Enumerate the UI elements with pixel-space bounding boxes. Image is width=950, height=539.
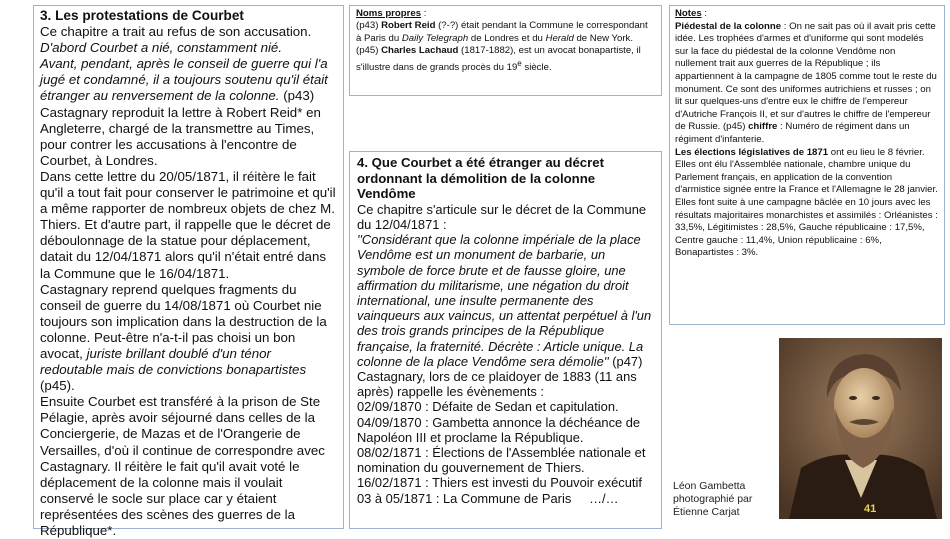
entry-newspaper: Herald (545, 32, 574, 44)
entry-text: siècle. (521, 61, 552, 73)
entry-text: (1817-1882), est un avocat bonapartiste, il s'illustre dans de grands procès du 19 (356, 45, 641, 73)
note-elections (675, 147, 939, 260)
note-text: ont eu lieu le 8 février. Elles ont élu l'Assemblée nationale, chambre unique du Parlement français, en application de la convention d'armistice signée entre la France et l'Allemagne le 28 janvier. Elles font suite à une campagne bâclée en 10 jours avec les résultats majoritaires monarchistes et assimilés : Orléanistes : 33,5%, Légitimistes : 28,5%, Gauche républicaine : 17,5%, Centre gauche : 11,4%, Union républicaine : 6%, Bonapartistes : 3%. (675, 146, 938, 259)
event-item: 04/09/1870 : Gambetta annonce la déchéance de Napoléon III et proclame la République. (357, 414, 641, 445)
section-3-paragraph-5: Ensuite Courbet est transféré à la prison de Ste Pélagie, après avoir séjourné dans celles de la Conciergerie, de Mazas et de l'Orangerie de Versailles, d'où il continue de correspondre avec Castagnary. Il réitère le fait qu'il avait voté le déplacement de la colonne mais il voulait conservé le socle sur place car y étaient représentées des scènes des guerres de la République*. (40, 394, 325, 538)
event-item: 08/02/1871 : Élections de l'Assemblée nationale et nomination du gouvernement de Thiers. (357, 445, 646, 476)
notes-heading-suffix: : (701, 8, 707, 19)
section-4-title: 4. Que Courbet a été étranger au décret ordonnant la démolition de la colonne Vendôme (357, 155, 604, 202)
page-number: 41 (864, 503, 877, 515)
event-item: 16/02/1871 : Thiers est investi du Pouvoir exécutif (357, 475, 642, 491)
gambetta-portrait-photo (779, 338, 942, 519)
section-3-quote-2-ref: (p43) (279, 88, 315, 104)
proper-name-entry-reid (356, 20, 655, 45)
proper-names-heading: Noms propres (356, 8, 422, 19)
proper-name-entry-lachaud (356, 45, 655, 74)
note-term: Piédestal de la colonne (675, 20, 782, 32)
section-3-title: 3. Les protestations de Courbet (40, 8, 244, 23)
section-4-paragraph-2: Castagnary, lors de ce plaidoyer de 1883 (11 ans après) rappelle les évènements : (357, 369, 637, 400)
entry-superscript: e (517, 58, 522, 68)
event-item: 03 à 05/1871 : La Commune de Paris …/… (357, 490, 619, 506)
note-text: : Numéro de régiment dans un régiment d'infanterie. (675, 121, 910, 145)
proper-names-box (349, 5, 662, 96)
entry-ref: (p45) (356, 45, 382, 57)
notes-box (669, 5, 945, 325)
section-3-quote-2: Avant, pendant, après le conseil de guerre qui l'a jugé et condamné, il a toujours soutenu qu'il était étranger au renversement de la colonne. (40, 56, 328, 104)
section-3-paragraph-4-ref: (p45). (40, 378, 75, 394)
entry-text: de Londres et du (468, 32, 546, 44)
entry-newspaper: Daily Telegraph (401, 32, 469, 44)
entry-name: Robert Reid (381, 20, 436, 32)
entry-text: de New York. (573, 32, 633, 44)
decree-quote-ref: (p47) (608, 353, 643, 369)
event-item: 02/09/1870 : Défaite de Sedan et capitulation. (357, 399, 619, 415)
note-term: Les élections législatives de 1871 (675, 146, 829, 158)
section-4-intro: Ce chapitre s'articule sur le décret de la Commune du 12/04/1871 : (357, 201, 647, 232)
proper-names-heading-suffix: : (421, 8, 427, 19)
note-piedestal (675, 21, 939, 147)
section-3-paragraph-4-italic: juriste brillant doublé d'un ténor redoutable mais de convictions bonapartistes (40, 345, 307, 378)
section-3-paragraph-2: Castagnary reproduit la lettre à Robert Reid* en Angleterre, chargé de la transmettre au Times, pour contrer les accusations à l'encontre de Courbet, à Londres. (40, 104, 321, 168)
entry-ref: (p43) (356, 20, 382, 32)
note-term: chiffre (748, 121, 778, 133)
section-3-protestations (33, 5, 344, 538)
notes-heading: Notes (675, 8, 702, 19)
portrait-illustration (779, 338, 942, 519)
note-text: : On ne sait pas où il avait pris cette idée. Les trophées d'armes et d'uniforme qui sont modelés sur la face du piédestal de la colonne Vendôme non nullement trait aux guerres de la République ; ils appartiennent à la campagne de 1805 comme tout le reste du monument. Ce sont des uniformes autrichiens et russes ; on lit sur quelques-uns d'entre eux le chiffre de l'empereur d'Autriche François II, et sur d'autres le chiffre de l'empereur de Russie. (p45) (675, 20, 937, 133)
entry-name: Charles Lachaud (381, 45, 459, 57)
entry-text: (?-?) était pendant la Commune le correspondant à Paris du (356, 20, 648, 44)
decree-quote: ''Considérant que la colonne impériale de la place Vendôme est un monument de barbarie, un symbole de force brute et de fausse gloire, une affirmation du militarisme, une négation du droit international, une insulte permanente des vainqueurs aux vaincus, un attentat perpétuel à l'un des trois grands principes de la République française, la fraternité. Décrète : Article unique. La colonne de la place Vendôme sera démolie'' (357, 232, 652, 369)
section-4-decree (349, 151, 662, 529)
photo-caption: Léon Gambetta photographié par Étienne Carjat (673, 480, 753, 518)
section-3-paragraph-4: Castagnary reprend quelques fragments du conseil de guerre du 14/08/1871 où Courbet nie toujours son implication dans la destruction de la colonne. Peut-être n'a-t-il pas choisi un bon avocat, (40, 281, 327, 361)
section-3-intro: Ce chapitre a trait au refus de son accusation. (40, 24, 312, 40)
section-3-quote-1: D'abord Courbet a nié, constamment nié. (40, 40, 283, 56)
section-3-paragraph-3: Dans cette lettre du 20/05/1871, il réitère le fait qu'il a tout fait pour conserver le patrimoine et qu'il a même rapporter de nombreux objets de chez M. Thiers. Et d'autre part, il rappelle que le décret de déboulonnage de la statue pour déplacement, datait du 12/04/1871 alors qu'il n'était entré dans la Commune que le 16/04/1871. (40, 168, 336, 281)
